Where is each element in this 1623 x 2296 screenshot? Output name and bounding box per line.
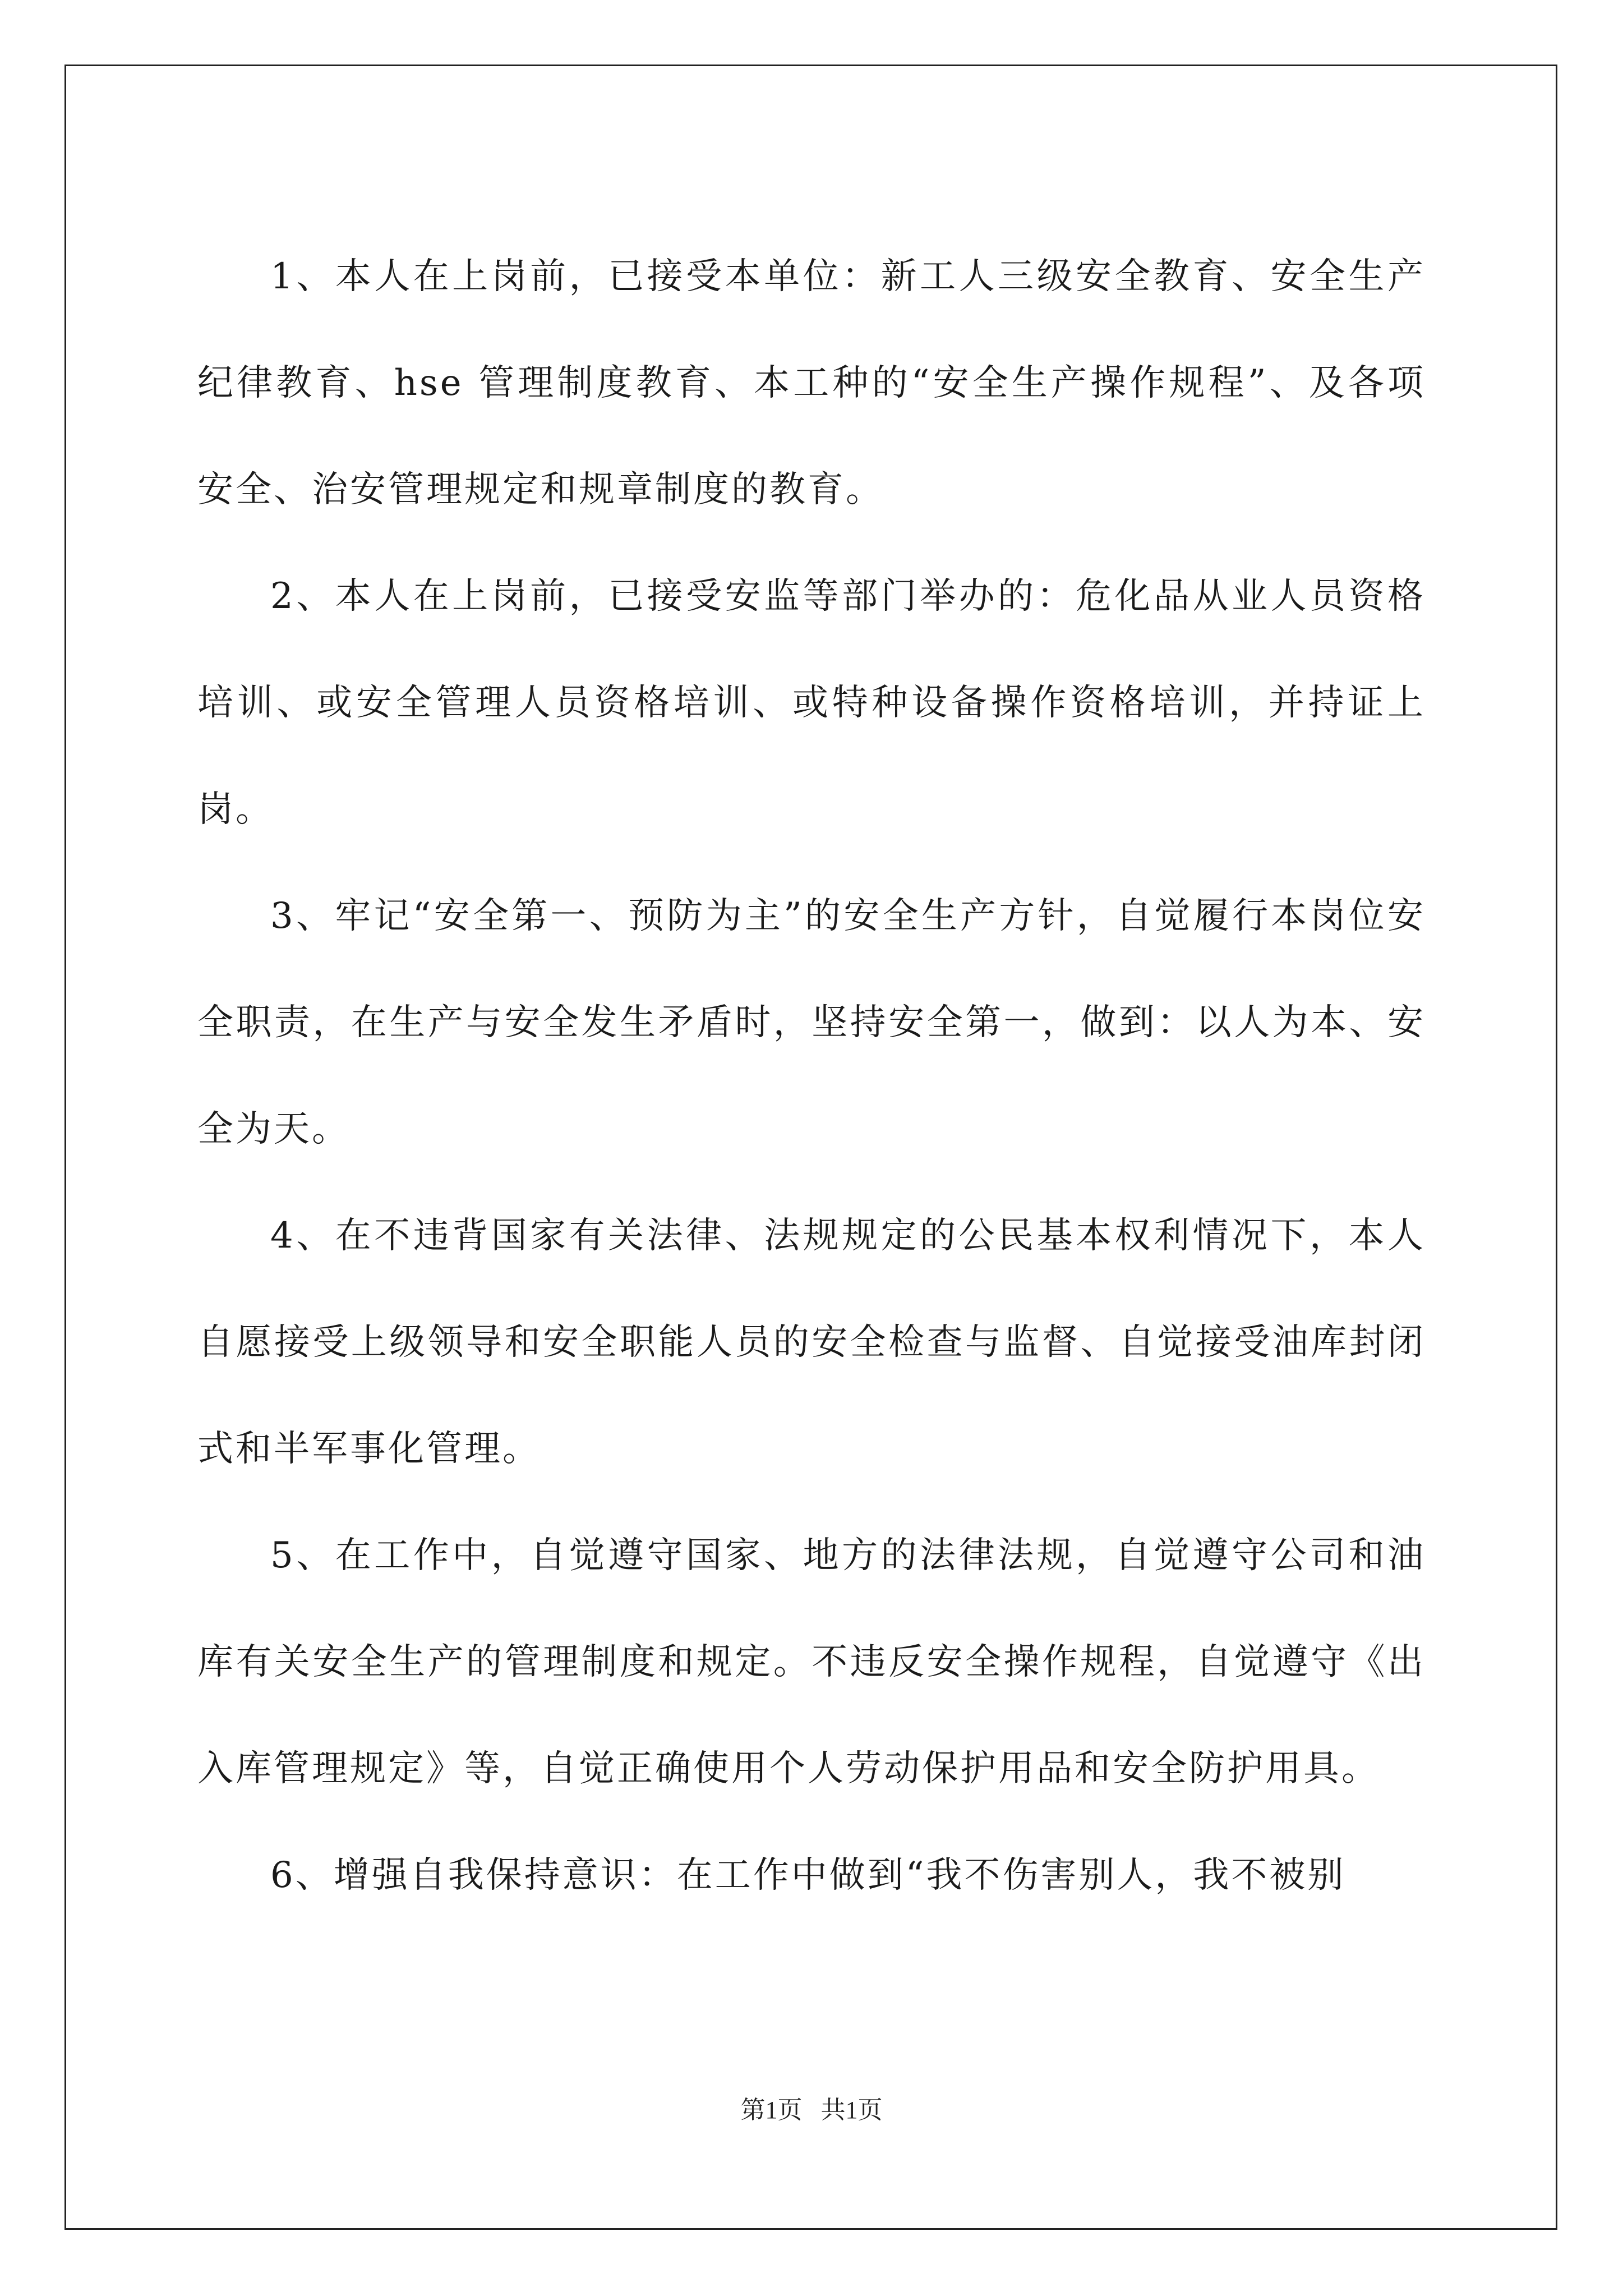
paragraph-1: 1、本人在上岗前，已接受本单位：新工人三级安全教育、安全生产纪律教育、hse 管理制度教育、本工种的“安全生产操作规程”、及各项安全、治安管理规定和规章制度的教育。	[197, 256, 1426, 510]
paragraph-6: 6、增强自我保持意识：在工作中做到“我不伤害别人，我不被别	[270, 1855, 1346, 1896]
paragraph-4: 4、在不违背国家有关法律、法规规定的公民基本权利情况下，本人自愿接受上级领导和安全职能人员的安全检查与监督、自觉接受油库封闭式和半军事化管理。	[197, 1215, 1426, 1470]
paragraph-3: 3、牢记“安全第一、预防为主”的安全生产方针，自觉履行本岗位安全职责，在生产与安全发生矛盾时，坚持安全第一，做到：以人为本、安全为天。	[197, 895, 1426, 1150]
page-number-footer: 第1页 共1页	[740, 2096, 883, 2124]
paragraph-2: 2、本人在上岗前，已接受安监等部门举办的：危化品从业人员资格培训、或安全管理人员资格培训、或特种设备操作资格培训，并持证上岗。	[197, 576, 1426, 830]
document-body	[197, 223, 1426, 1929]
paragraph-5: 5、在工作中，自觉遵守国家、地方的法律法规，自觉遵守公司和油库有关安全生产的管理制度和规定。不违反安全操作规程，自觉遵守《出入库管理规定》等，自觉正确使用个人劳动保护用品和安全防护用具。	[197, 1535, 1426, 1789]
